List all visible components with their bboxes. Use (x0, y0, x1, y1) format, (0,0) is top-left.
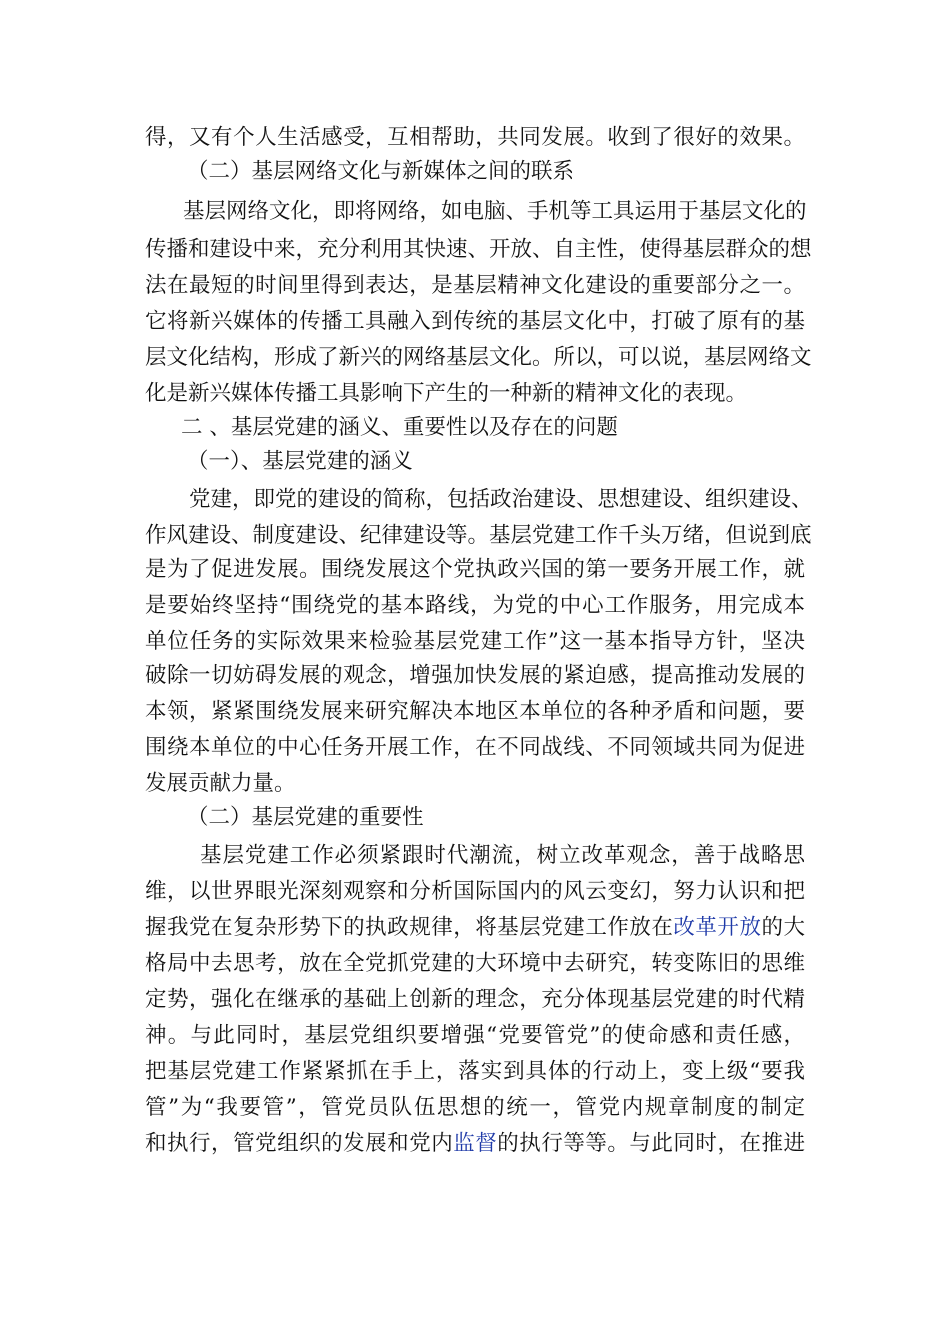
text-line: 基层党建工作必须紧跟时代潮流，树立改革观念，善于战略思 (200, 843, 805, 868)
text-line: 是要始终坚持“围绕党的基本路线，为党的中心工作服务，用完成本 (145, 593, 805, 618)
text-line: 二 、基层党建的涵义、重要性以及存在的问题 (181, 415, 618, 440)
text-line: 把基层党建工作紧紧抓在手上，落实到具体的行动上，变上级“要我 (145, 1059, 805, 1084)
text-line: 作风建设、制度建设、纪律建设等。基层党建工作千头万绪，但说到底 (145, 523, 812, 548)
text-line: 法在最短的时间里得到表达，是基层精神文化建设的重要部分之一。 (145, 273, 805, 298)
text-line: 它将新兴媒体的传播工具融入到传统的基层文化中，打破了原有的基 (145, 309, 805, 334)
text-line: 化是新兴媒体传播工具影响下产生的一种新的精神文化的表现。 (145, 381, 748, 406)
hyperlink[interactable]: 监督 (453, 1131, 498, 1156)
text-line: （二）基层党建的重要性 (187, 805, 424, 830)
hyperlink[interactable]: 改革开放 (673, 915, 762, 940)
text-line: 得，又有个人生活感受，互相帮助，共同发展。收到了很好的效果。 (145, 125, 805, 150)
text-line: 发展贡献力量。 (145, 771, 296, 796)
text-line (145, 1127, 805, 1161)
text-segment: 的执行等等。与此同时，在推进 (497, 1131, 805, 1156)
text-line: 神。与此同时，基层党组织要增强“党要管党”的使命感和责任感， (145, 1023, 805, 1048)
text-line: 层文化结构，形成了新兴的网络基层文化。所以，可以说，基层网络文 (145, 345, 812, 370)
text-segment: 和执行，管党组织的发展和党内 (145, 1131, 454, 1156)
text-line: 破除一切妨碍发展的观念，增强加快发展的紧迫感，提高推动发展的 (145, 663, 805, 688)
text-line: 基层网络文化，即将网络，如电脑、手机等工具运用于基层文化的 (183, 199, 807, 224)
text-segment: 的大 (761, 915, 805, 940)
text-line: 维，以世界眼光深刻观察和分析国际国内的风云变幻，努力认识和把 (145, 879, 805, 904)
text-line: 传播和建设中来，充分利用其快速、开放、自主性，使得基层群众的想 (145, 237, 812, 262)
text-line: 定势，强化在继承的基础上创新的理念，充分体现基层党建的时代精 (145, 987, 805, 1012)
text-line: （一）、基层党建的涵义 (187, 449, 413, 474)
text-line: 单位任务的实际效果来检验基层党建工作”这一基本指导方针，坚决 (145, 629, 805, 654)
text-line: （二）基层网络文化与新媒体之间的联系 (187, 159, 575, 184)
text-line: 格局中去思考，放在全党抓党建的大环境中去研究，转变陈旧的思维 (145, 951, 805, 976)
text-line: 管”为“我要管”，管党员队伍思想的统一，管党内规章制度的制定 (145, 1095, 805, 1120)
text-line: 党建，即党的建设的简称，包括政治建设、思想建设、组织建设、 (189, 487, 813, 512)
text-line (145, 911, 805, 945)
text-line: 本领，紧紧围绕发展来研究解决本地区本单位的各种矛盾和问题，要 (145, 699, 805, 724)
text-line: 是为了促进发展。围绕发展这个党执政兴国的第一要务开展工作，就 (145, 557, 805, 582)
text-segment: 握我党在复杂形势下的执政规律，将基层党建工作放在 (145, 915, 674, 940)
text-line: 围绕本单位的中心任务开展工作，在不同战线、不同领域共同为促进 (145, 735, 805, 760)
